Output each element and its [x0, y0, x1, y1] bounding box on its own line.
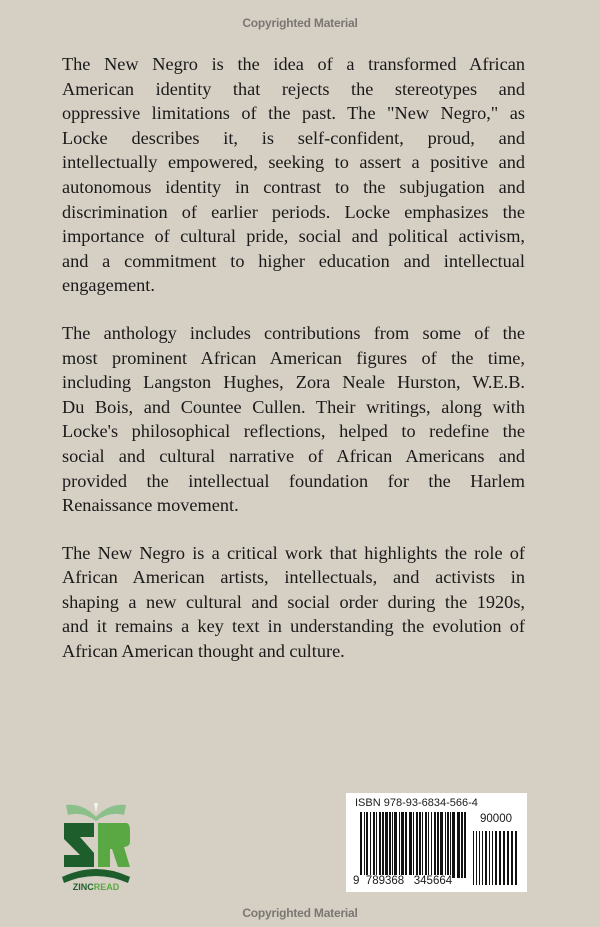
barcode-bar: [450, 812, 451, 878]
barcode-bar: [399, 812, 400, 878]
svg-text:ZINCREAD: ZINCREAD: [72, 882, 120, 892]
barcode-bar: [416, 812, 418, 878]
text-line: The New Negro is the idea of a transformed African: [62, 54, 525, 74]
barcode-bar: [425, 812, 427, 878]
barcode-bar: [370, 812, 371, 878]
text-line: American identity that rejects the stereotypes and: [62, 78, 525, 99]
text-line: most prominent African American figures of the time,: [62, 347, 525, 368]
barcode-digits: [353, 875, 452, 887]
price-code: 90000: [480, 813, 512, 825]
barcode-bar: [409, 812, 412, 878]
blurb-paragraph: [62, 321, 525, 518]
text-line: and it remains a key text in understanding the evolution of: [62, 616, 525, 637]
text-line: shaping a new cultural and social order during the 1920s,: [62, 591, 525, 612]
barcode-bar: [447, 812, 449, 878]
addon-bar: [503, 831, 505, 885]
addon-bar: [489, 831, 490, 885]
barcode-bar: [464, 812, 466, 878]
barcode-bar: [440, 812, 443, 878]
barcode-bar: [445, 812, 446, 878]
addon-bar: [499, 831, 501, 885]
open-book-icon: [66, 803, 126, 821]
barcode-bar: [422, 812, 423, 878]
barcode-bar: [389, 812, 391, 878]
barcode-bar: [401, 812, 404, 878]
addon-bar: [495, 831, 497, 885]
barcode-bar: [366, 812, 368, 878]
barcode-bar: [376, 812, 377, 878]
barcode-group-1: 789368: [365, 875, 405, 887]
barcode-bar: [364, 812, 365, 878]
text-line: autonomous identity in contrast to the subjugation and: [62, 176, 525, 197]
barcode-bar: [385, 812, 388, 878]
addon-bar: [479, 831, 480, 885]
barcode-bar: [428, 812, 429, 878]
zincread-logo: [58, 795, 134, 893]
text-line: including Langston Hughes, Zora Neale Hurston, W.E.B.: [62, 372, 525, 393]
barcode-bar: [382, 812, 384, 878]
barcode-bar: [405, 812, 407, 878]
text-line: The anthology includes contributions from some of the: [62, 322, 525, 343]
text-line: The New Negro is a critical work that highlights the role of: [62, 542, 525, 563]
barcode-bar: [452, 812, 455, 878]
text-line: provided the intellectual foundation for the Harlem: [62, 470, 525, 491]
back-cover-blurb: [62, 52, 525, 687]
text-line: African American thought and culture.: [62, 641, 345, 662]
isbn-barcode: [346, 793, 527, 892]
addon-bar: [515, 831, 517, 885]
text-line: Du Bois, and Countee Cullen. Their writings, along with: [62, 396, 525, 417]
addon-bar: [485, 831, 487, 885]
barcode-bar: [373, 812, 375, 878]
text-line: Locke's philosophical reflections, helped to redefine the: [62, 421, 525, 442]
text-line: social and cultural narrative of African Americans and: [62, 445, 525, 466]
text-line: oppressive limitations of the past. The "New Negro," as: [62, 103, 525, 124]
copyright-watermark-bottom: Copyrighted Material: [242, 906, 358, 920]
addon-bar: [476, 831, 477, 885]
addon-bar: [507, 831, 509, 885]
addon-bar: [492, 831, 493, 885]
text-line: discrimination of earlier periods. Locke emphasizes the: [62, 201, 525, 222]
text-line: Locke describes it, is self-confident, proud, and: [62, 127, 525, 148]
addon-bar: [482, 831, 483, 885]
barcode-group-2: 345664: [413, 875, 453, 887]
text-line: importance of cultural pride, social and political activism,: [62, 226, 525, 247]
addon-bar: [511, 831, 513, 885]
barcode-bar: [394, 812, 397, 878]
barcode-bar: [419, 812, 421, 878]
barcode-bar: [431, 812, 432, 878]
barcode-bar: [457, 812, 460, 878]
barcode-first-digit: 9: [353, 875, 360, 887]
blurb-paragraph: [62, 541, 525, 664]
barcode-bar: [437, 812, 439, 878]
blurb-paragraph: [62, 52, 525, 298]
text-line: Renaissance movement.: [62, 495, 239, 516]
barcode-bar: [434, 812, 436, 878]
text-line: African American artists, intellectuals, and activists in: [62, 567, 525, 588]
text-line: intellectually empowered, seeking to assert a positive and: [62, 152, 525, 173]
barcode-bar: [461, 812, 463, 878]
barcode-bar: [379, 812, 381, 878]
text-line: engagement.: [62, 275, 155, 296]
isbn-number: ISBN 978-93-6834-566-4: [355, 797, 478, 809]
text-line: and a commitment to higher education and intellectual: [62, 250, 525, 271]
addon-bar: [473, 831, 474, 885]
copyright-watermark-top: Copyrighted Material: [242, 16, 358, 30]
barcode-bar: [392, 812, 393, 878]
